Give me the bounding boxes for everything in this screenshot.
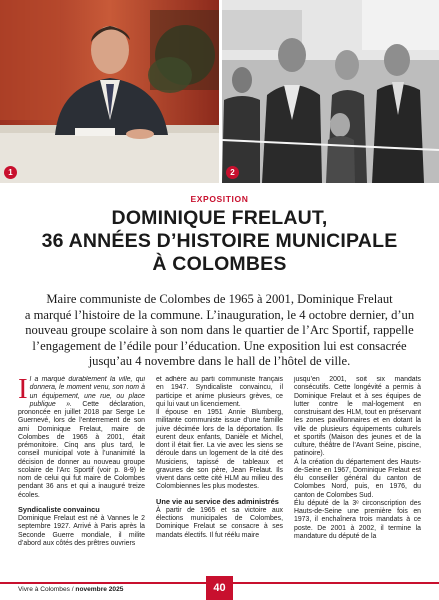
article-lead <box>18 292 421 370</box>
body-paragraph: À la création du département des Hauts-de-Seine en 1967, Dominique Frelaut est élu conseiller général du canton de Colombes Nord, puis, en 1976, du canton de Colombes Sud. <box>294 458 421 499</box>
lead-line-1: Maire communiste de Colombes de 1965 à 2001, Dominique Frelaut <box>46 292 393 306</box>
opening-text: Cette déclaration, prononcée en juillet 2018 par Serge Le Guernevé, lors de l’enterrement de son ami Dominique Frelaut, maire de Colombes de 1965 à 2001, était prémonitoire. Cinq ans plus tard, le conseil municipal vote à l’unanimité la décision de donner au nouveau groupe scolaire de l’Arc Sportif (voir p. 8-9) le nom de celui qui fut maire de Colombes pendant 36 ans et qui a inauguré treize écoles. <box>18 400 145 499</box>
body-column-1 <box>18 376 145 571</box>
drop-cap: I <box>18 376 28 405</box>
title-line-1: DOMINIQUE FRELAUT, <box>111 207 328 229</box>
photo-strip <box>0 0 439 183</box>
page-number: 40 <box>206 576 233 600</box>
body-paragraph: Élu député de la 3ᵉ circonscription des Hauts-de-Seine une première fois en 1973, il enchaînera trois mandats à ce poste. De 2001 à 2002, il termine la mandature du député de la <box>294 499 421 540</box>
lead-line-3: nouveau groupe scolaire à son nom dans le quartier de l’Arc Sportif, rappelle <box>25 323 414 338</box>
photo-1-number-badge: 1 <box>4 166 17 179</box>
title-line-2: 36 ANNÉES D’HISTOIRE MUNICIPALE <box>41 230 398 252</box>
mayor-portrait-image <box>0 0 219 183</box>
lead-line-5: jusqu’au 4 novembre dans le hall de l’hôtel de ville. <box>88 354 351 369</box>
subheading-vie-au-service: Une vie au service des administrés <box>156 496 279 506</box>
body-paragraph: À partir de 1965 et sa victoire aux élections municipales de Colombes, Dominique Frelaut se consacre à ses mandats électifs. Il fut réélu maire <box>156 506 283 539</box>
body-paragraph: jusqu’en 2001, soit six mandats consécutifs. Cette longévité a permis à Dominique Frelaut et à ses équipes de lutter contre le mal-logement en construisant des HLM, tout en préservant les zones pavillonnaires et en dotant la ville de plusieurs équipements culturels et sportifs (Maison des jeunes et de la culture, théâtre de l’Avant Seine, piscine, patinoire). <box>294 376 421 458</box>
body-paragraph: et adhère au parti communiste français en 1947. Syndicaliste convaincu, il participe et anime plusieurs grèves, ce qui lui vaut un licenciement. <box>156 376 283 408</box>
article-title <box>0 207 439 276</box>
issue-date: novembre 2025 <box>75 586 124 593</box>
opening-quote: l a marqué durablement la ville, qui donnera, le moment venu, son nom à un équipement, une rue, ou place publique ». <box>29 376 145 408</box>
body-paragraph <box>18 376 145 500</box>
photo-2-number-badge: 2 <box>226 166 239 179</box>
magazine-name: Vivre à Colombes <box>18 586 70 593</box>
body-paragraph: Dominique Frelaut est né à Vannes le 2 septembre 1927. Arrivé à Paris après la Seconde Guerre mondiale, il milite d’abord aux côtés des prêtres ouvriers <box>18 515 145 547</box>
body-column-3 <box>294 376 421 571</box>
lead-line-2: a marqué l’histoire de la commune. L’inauguration, le 4 octobre dernier, d’un <box>24 307 415 322</box>
title-line-3: À COLOMBES <box>152 253 287 275</box>
footer-credit <box>18 584 123 596</box>
body-paragraph: Il épouse en 1951 Annie Blumberg, militante communiste issue d’une famille juive décimée lors de la déportation. Ils eurent deux enfants, Danièle et Michel, dont il était fier. La vie avec les siens se déroule dans un logement de la cité des Musiciens, tapissé de tableaux et gravures de son père, Jean Frelaut. Ils vivent dans cette cité HLM au milieu des Colombiennes les plus modestes. <box>156 409 283 491</box>
ribbon-cutting-image <box>222 0 439 183</box>
photo-ribbon-cutting <box>222 0 439 183</box>
subheading-syndicaliste: Syndicaliste convaincu <box>18 504 100 514</box>
lead-line-4: l’engagement de l’édile pour l’éducation. Une exposition lui est consacrée <box>32 338 407 353</box>
photo-mayor-at-desk <box>0 0 219 183</box>
section-rubric: EXPOSITION <box>190 194 249 204</box>
article-body <box>18 376 421 571</box>
body-column-2 <box>156 376 283 571</box>
footer-separator: / <box>69 586 76 593</box>
